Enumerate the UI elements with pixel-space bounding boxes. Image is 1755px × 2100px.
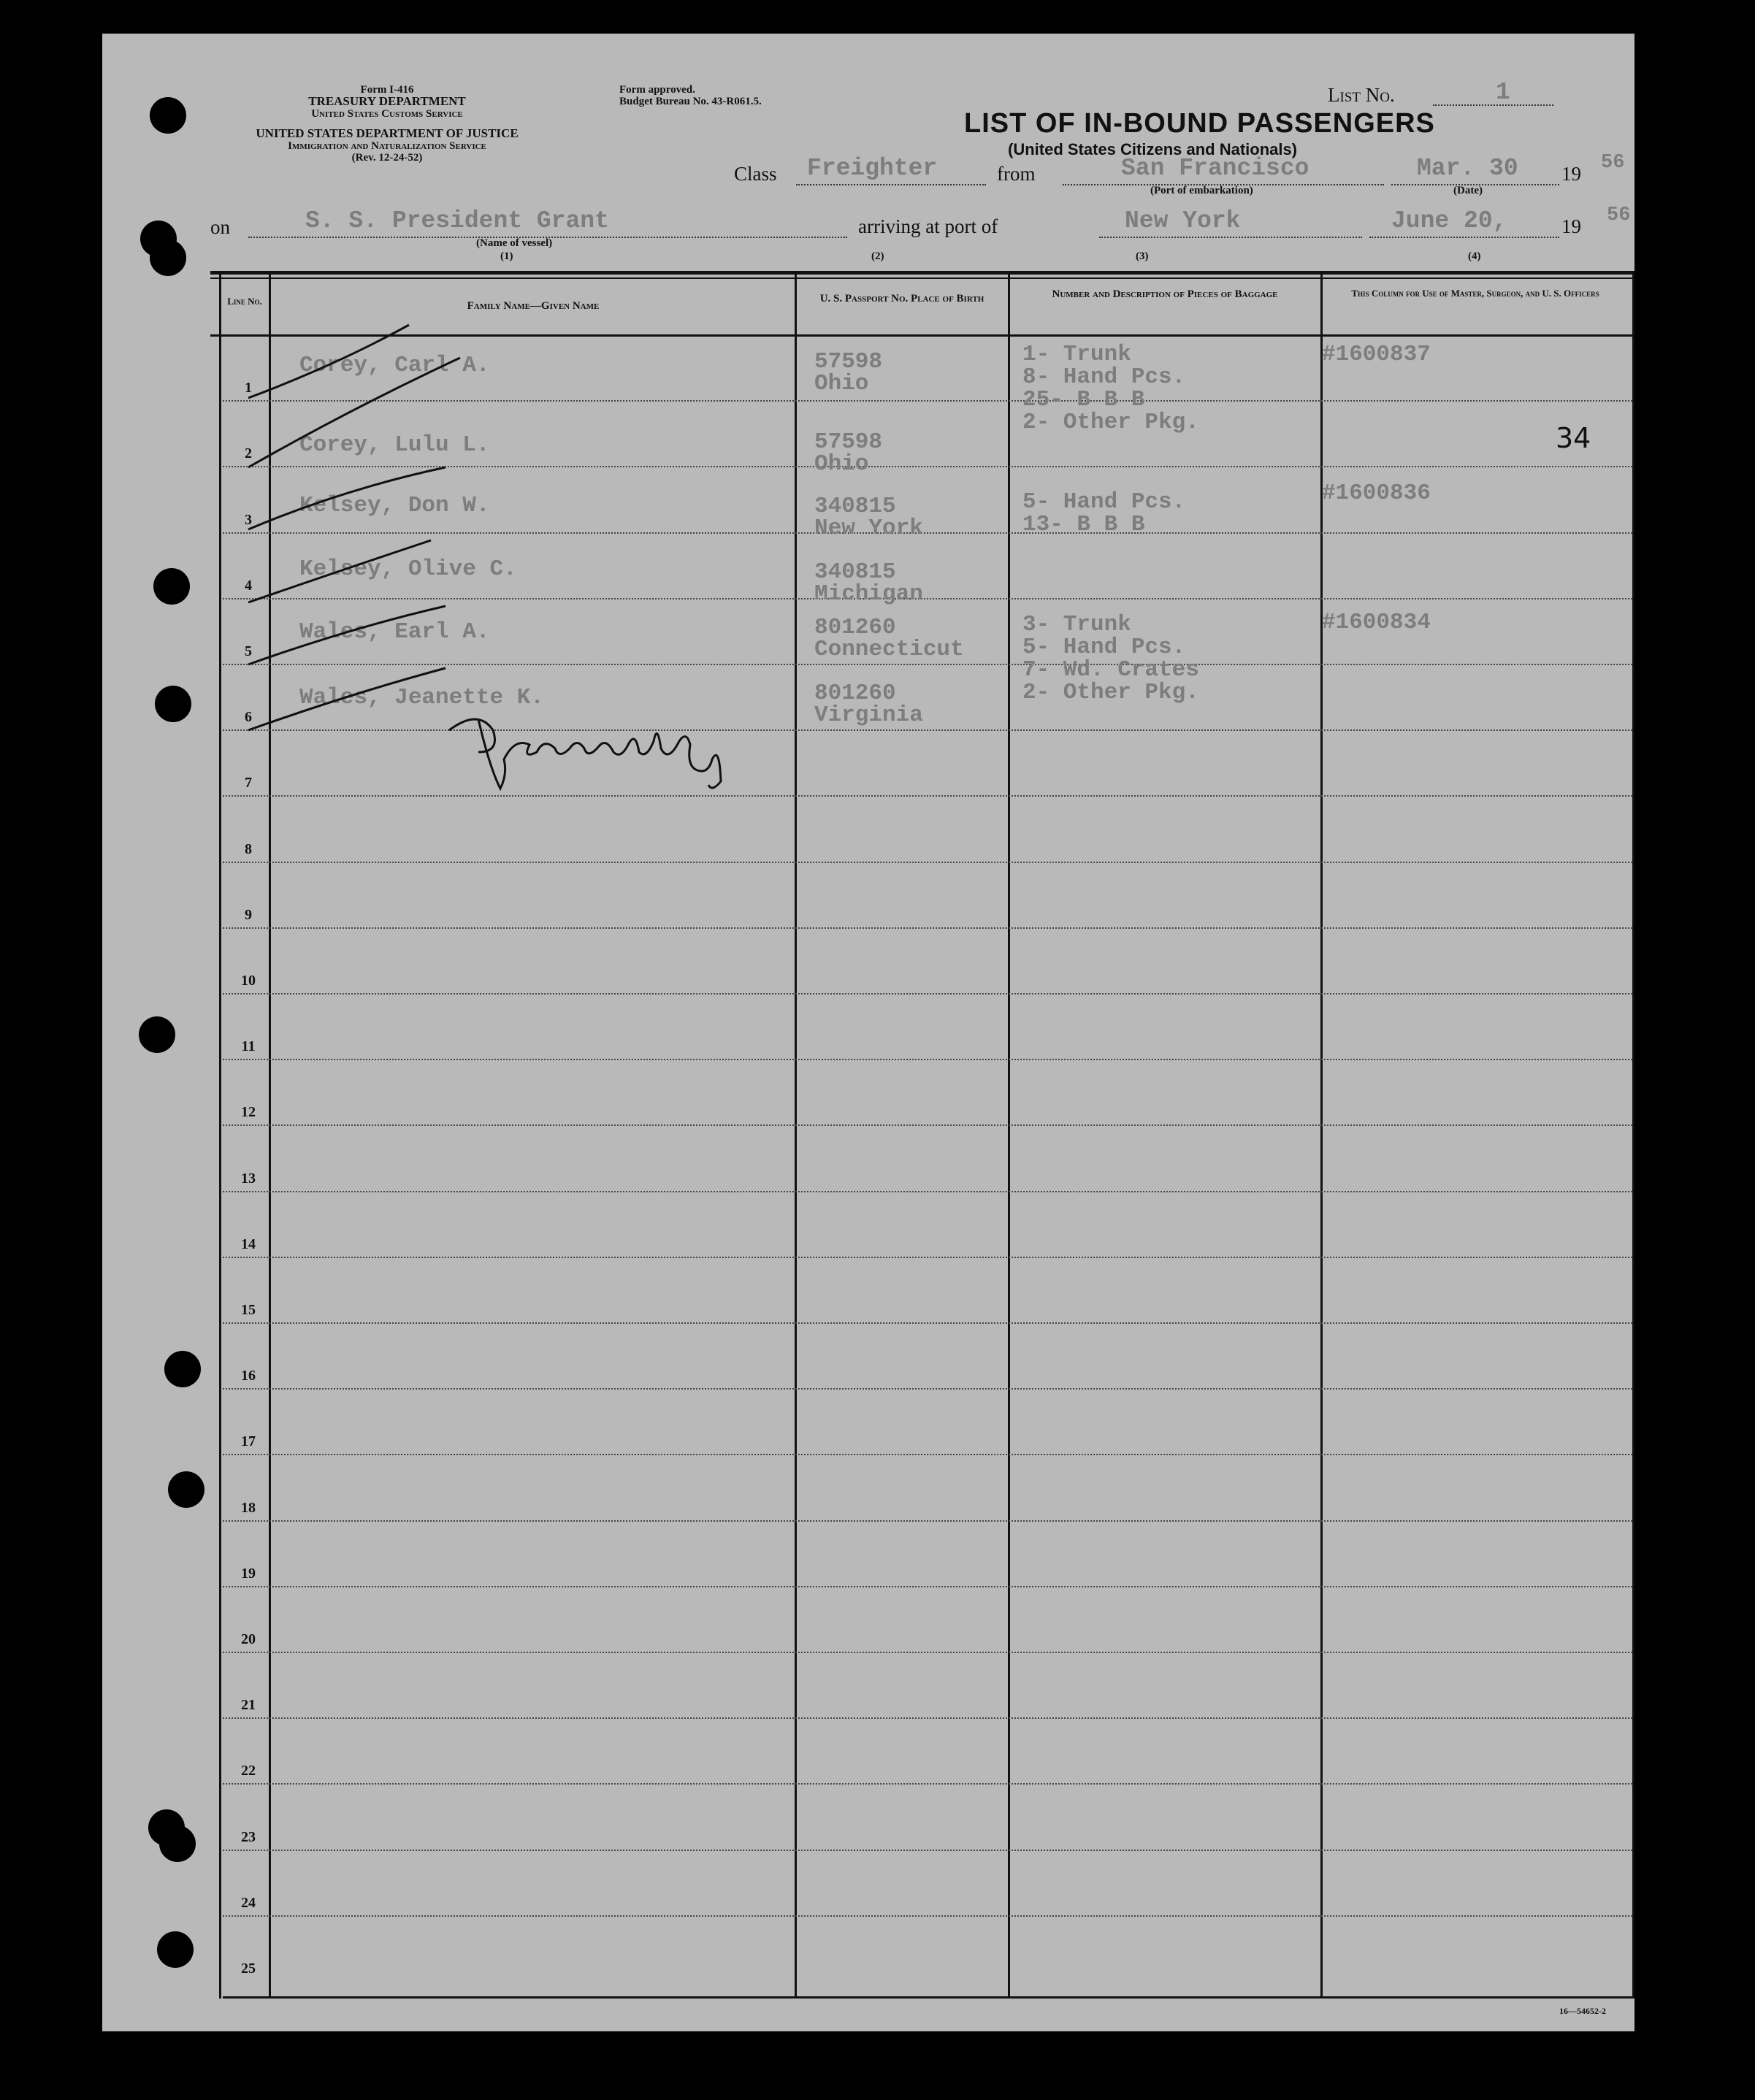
punch-hole <box>155 686 191 722</box>
table-row-line <box>223 862 1632 863</box>
line-number: 16 <box>241 1368 256 1384</box>
baggage-item: 25- B B B <box>1022 387 1145 413</box>
baggage-item: 3- Trunk <box>1022 612 1131 637</box>
treasury-department: TREASURY DEPARTMENT <box>308 94 466 108</box>
year-prefix: 19 <box>1561 215 1581 237</box>
line-number: 20 <box>241 1631 256 1647</box>
passport-number: 340815 <box>814 494 896 519</box>
departure-year: 56 <box>1601 152 1625 174</box>
line-number: 1 <box>245 380 252 396</box>
line-number: 18 <box>241 1500 256 1516</box>
punch-hole <box>150 97 186 134</box>
col-header-officers: This Column for Use of Master, Surgeon, and U. S. Officers <box>1351 288 1599 299</box>
line-number: 24 <box>241 1895 256 1911</box>
place-of-birth: Connecticut <box>814 637 964 662</box>
table-row-line <box>223 993 1632 995</box>
check-mark <box>248 540 431 602</box>
column-divider <box>795 271 797 1999</box>
arriving-label: arriving at port of <box>858 215 998 237</box>
punch-hole <box>164 1351 201 1387</box>
line-number: 9 <box>245 907 252 923</box>
table-row-line <box>223 1454 1632 1455</box>
vessel-name: S. S. President Grant <box>305 207 609 234</box>
revision-date: (Rev. 12-24-52) <box>351 152 423 164</box>
table-row-line <box>223 1652 1632 1653</box>
arrival-date: June 20, <box>1391 207 1507 234</box>
table-row-line <box>223 927 1632 929</box>
punch-hole <box>159 1825 196 1862</box>
ins-service: Immigration and Naturalization Service <box>288 140 486 152</box>
table-top-border <box>210 271 1634 275</box>
line-number: 2 <box>245 445 252 461</box>
from-label: from <box>997 163 1036 185</box>
list-number: 1 <box>1496 79 1510 106</box>
table-row-line <box>223 1388 1632 1390</box>
arrival-port-line <box>1099 237 1362 238</box>
on-label: on <box>210 216 230 238</box>
line-number: 12 <box>241 1104 256 1120</box>
officer-note: #1600836 <box>1322 480 1431 506</box>
list-number-label: List No. <box>1328 84 1395 106</box>
year-prefix: 19 <box>1561 163 1581 185</box>
line-number: 8 <box>245 841 252 857</box>
date-caption: (Date) <box>1453 185 1483 196</box>
page-number: 34 <box>1556 422 1591 454</box>
port-of-embarkation: San Francisco <box>1121 155 1309 182</box>
column-number-3: (3) <box>1136 250 1149 262</box>
list-number-line <box>1433 104 1553 106</box>
col-header-passport: U. S. Passport No. Place of Birth <box>819 293 984 304</box>
form-number: Form I-416 <box>360 84 414 96</box>
table-row-line <box>223 1520 1632 1522</box>
arrival-year: 56 <box>1607 204 1631 226</box>
budget-bureau: Budget Bureau No. 43-R061.5. <box>619 96 762 107</box>
check-mark <box>248 668 446 730</box>
check-marks <box>241 321 548 745</box>
passenger-name: Wales, Jeanette K. <box>299 685 544 710</box>
baggage-item: 13- B B B <box>1022 512 1145 537</box>
table-row-line <box>223 1059 1632 1060</box>
line-number: 19 <box>241 1566 256 1582</box>
line-number: 21 <box>241 1697 256 1713</box>
line-number: 13 <box>241 1170 256 1187</box>
punch-hole <box>168 1471 204 1508</box>
column-divider <box>1320 271 1323 1999</box>
col-header-name: Family Name—Given Name <box>467 300 600 312</box>
class-value: Freighter <box>807 155 938 182</box>
check-mark <box>248 467 446 529</box>
baggage-item: 7- Wd. Crates <box>1022 657 1199 683</box>
punch-hole <box>157 1931 194 1968</box>
vessel-caption: (Name of vessel) <box>476 237 553 249</box>
class-label: Class <box>734 163 777 185</box>
line-number: 7 <box>245 775 252 791</box>
line-number: 4 <box>245 578 252 594</box>
form-approved: Form approved. <box>619 84 695 96</box>
page-title: LIST OF IN-BOUND PASSENGERS <box>964 108 1435 139</box>
place-of-birth: Virginia <box>814 702 923 728</box>
column-divider <box>1008 271 1010 1999</box>
check-mark <box>248 358 460 467</box>
table-row-line <box>223 1586 1632 1587</box>
line-number: 5 <box>245 643 252 659</box>
col-header-baggage: Number and Description of Pieces of Baggage <box>1052 288 1278 300</box>
column-number-1: (1) <box>500 250 513 262</box>
line-number: 15 <box>241 1302 256 1318</box>
customs-service: United States Customs Service <box>311 108 463 120</box>
table-row-line <box>223 1124 1632 1126</box>
table-row-line <box>223 1257 1632 1258</box>
passenger-name: Wales, Earl A. <box>299 619 490 645</box>
punch-hole <box>139 1016 175 1053</box>
column-number-2: (2) <box>871 250 884 262</box>
arrival-date-line <box>1369 237 1559 238</box>
baggage-item: 1- Trunk <box>1022 342 1131 367</box>
baggage-item: 2- Other Pkg. <box>1022 680 1199 705</box>
line-number: 22 <box>241 1763 256 1779</box>
table-row-line <box>223 1717 1632 1719</box>
line-number: 6 <box>245 709 252 725</box>
baggage-item: 5- Hand Pcs. <box>1022 489 1186 515</box>
baggage-item: 2- Other Pkg. <box>1022 410 1199 435</box>
passenger-name: Kelsey, Don W. <box>299 493 490 518</box>
officer-note: #1600837 <box>1322 342 1431 367</box>
col-header-line-no: Line No. <box>227 296 262 307</box>
passport-number: 801260 <box>814 615 896 640</box>
punch-hole <box>150 239 186 276</box>
line-number: 11 <box>241 1038 256 1054</box>
table-top-border-inner <box>210 277 1634 279</box>
table-row-line <box>223 1322 1632 1324</box>
officer-signature <box>435 701 741 796</box>
line-number: 25 <box>241 1961 256 1977</box>
place-of-birth: Ohio <box>814 371 869 396</box>
passport-number: 57598 <box>814 349 883 375</box>
baggage-item: 8- Hand Pcs. <box>1022 364 1186 390</box>
line-number: 17 <box>241 1433 256 1449</box>
passport-number: 340815 <box>814 559 896 585</box>
check-mark <box>248 606 446 664</box>
officer-note: #1600834 <box>1322 610 1431 635</box>
table-right-border <box>1632 271 1634 1999</box>
passenger-name: Kelsey, Olive C. <box>299 556 517 582</box>
line-number: 23 <box>241 1829 256 1845</box>
department-of-justice: UNITED STATES DEPARTMENT OF JUSTICE <box>256 126 519 140</box>
table-left-border <box>219 271 221 1999</box>
column-number-4: (4) <box>1468 250 1481 262</box>
port-embarkation-caption: (Port of embarkation) <box>1150 185 1253 196</box>
passenger-name: Corey, Carl A. <box>299 353 490 378</box>
place-of-birth: New York <box>814 516 923 541</box>
check-mark <box>248 325 409 398</box>
passport-number: 57598 <box>814 429 883 455</box>
table-row-line <box>223 1850 1632 1851</box>
table-row-line <box>223 1783 1632 1785</box>
class-line <box>796 184 986 185</box>
passenger-name: Corey, Lulu L. <box>299 432 490 458</box>
page-subtitle: (United States Citizens and Nationals) <box>1008 140 1298 158</box>
place-of-birth: Ohio <box>814 451 869 477</box>
line-number: 14 <box>241 1236 256 1252</box>
line-number: 3 <box>245 512 252 528</box>
table-bottom-border <box>223 1996 1632 1999</box>
punch-hole <box>153 568 190 605</box>
passport-number: 801260 <box>814 681 896 706</box>
footer-code: 16—54652-2 <box>1559 2006 1606 2016</box>
table-row-line <box>223 1915 1632 1917</box>
departure-date: Mar. 30 <box>1417 155 1518 182</box>
baggage-item: 5- Hand Pcs. <box>1022 635 1186 660</box>
place-of-birth: Michigan <box>814 581 923 607</box>
line-number: 10 <box>241 973 256 989</box>
arrival-port: New York <box>1125 207 1241 234</box>
table-row-line <box>223 1191 1632 1192</box>
